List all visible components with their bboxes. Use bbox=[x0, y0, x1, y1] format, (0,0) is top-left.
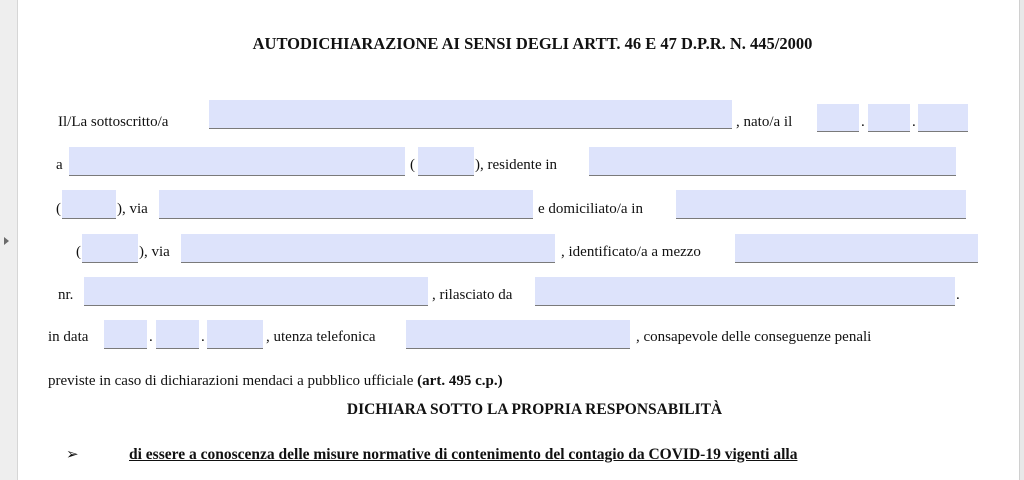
document-number-field[interactable] bbox=[84, 277, 428, 306]
residence-street-field[interactable] bbox=[159, 190, 533, 219]
label-a: a bbox=[56, 157, 63, 173]
bullet-text: di essere a conoscenza delle misure normative di contenimento del contagio da COVID-19 vigenti alla bbox=[129, 446, 798, 463]
label-in-data: in data bbox=[48, 329, 89, 345]
label-utenza: , utenza telefonica bbox=[266, 329, 376, 345]
document-title: AUTODICHIARAZIONE AI SENSI DEGLI ARTT. 46 E 47 D.P.R. N. 445/2000 bbox=[252, 34, 813, 53]
label-residente: ), residente in bbox=[475, 157, 558, 173]
label-sottoscritto: Il/La sottoscritto/a bbox=[58, 114, 169, 130]
text-previste bbox=[48, 372, 503, 390]
birth-dot-2: . bbox=[912, 114, 916, 130]
phone-field[interactable] bbox=[406, 320, 630, 349]
label-via-2: ), via bbox=[139, 244, 170, 260]
label-consapevole: , consapevole delle conseguenze penali bbox=[636, 329, 872, 345]
domicile-city-field[interactable] bbox=[676, 190, 966, 219]
birth-day-field[interactable] bbox=[817, 104, 859, 132]
row5-end-dot: . bbox=[956, 287, 960, 303]
open-paren-4: ( bbox=[76, 244, 81, 260]
text-art-ref: (art. 495 c.p.) bbox=[417, 373, 503, 389]
issue-month-field[interactable] bbox=[156, 320, 199, 349]
label-domiciliato: e domiciliato/a in bbox=[538, 201, 643, 217]
label-rilasciato: , rilasciato da bbox=[432, 287, 513, 303]
issue-day-field[interactable] bbox=[104, 320, 147, 349]
issued-by-field[interactable] bbox=[535, 277, 955, 306]
bullet-arrow-icon: ➢ bbox=[66, 447, 79, 463]
open-paren-2: ( bbox=[410, 157, 415, 173]
issue-dot-1: . bbox=[149, 329, 153, 345]
label-via-1: ), via bbox=[117, 201, 148, 217]
name-field[interactable] bbox=[209, 100, 732, 129]
residence-province-field[interactable] bbox=[62, 190, 116, 219]
birthplace-field[interactable] bbox=[69, 147, 405, 176]
birth-province-field[interactable] bbox=[418, 147, 474, 176]
declaration-heading: DICHIARA SOTTO LA PROPRIA RESPONSABILITÀ bbox=[346, 401, 723, 418]
expand-arrow-icon[interactable] bbox=[4, 237, 9, 245]
id-document-field[interactable] bbox=[735, 234, 978, 263]
birth-dot-1: . bbox=[861, 114, 865, 130]
text-previste-body: previste in caso di dichiarazioni mendaci a pubblico ufficiale bbox=[48, 373, 418, 389]
domicile-street-field[interactable] bbox=[181, 234, 555, 263]
residence-city-field[interactable] bbox=[589, 147, 956, 176]
label-identificato: , identificato/a a mezzo bbox=[561, 244, 701, 260]
issue-year-field[interactable] bbox=[207, 320, 263, 349]
open-paren-3: ( bbox=[56, 201, 61, 217]
issue-dot-2: . bbox=[201, 329, 205, 345]
birth-year-field[interactable] bbox=[918, 104, 968, 132]
label-nr: nr. bbox=[58, 287, 74, 303]
label-nato: , nato/a il bbox=[736, 114, 793, 130]
domicile-province-field[interactable] bbox=[82, 234, 138, 263]
birth-month-field[interactable] bbox=[868, 104, 910, 132]
